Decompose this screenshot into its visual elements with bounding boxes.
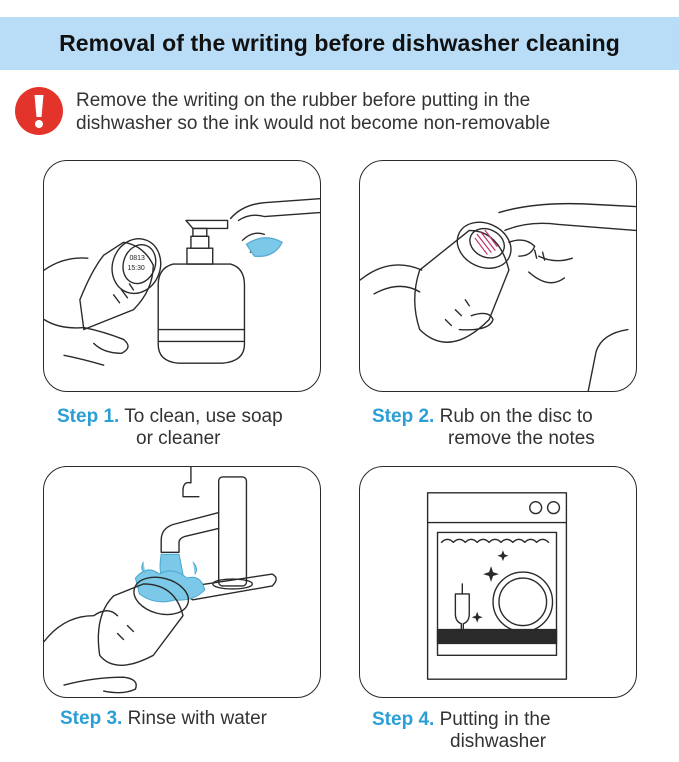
step-2-text-line2: remove the notes xyxy=(448,428,595,449)
plate-icon xyxy=(493,572,552,631)
step-2-text-line1: Rub on the disc to xyxy=(439,406,593,427)
step-4-label: Step 4. xyxy=(372,709,435,730)
glass-icon xyxy=(455,584,469,630)
baby-bottle-icon xyxy=(80,232,168,330)
step-2-caption xyxy=(372,406,595,450)
disc-text-2: 15:30 xyxy=(127,265,145,273)
step-4-illustration xyxy=(359,466,637,698)
step-3-label: Step 3. xyxy=(60,708,123,729)
hand-holding-bottle-icon xyxy=(44,611,136,693)
step-1-text-line2: or cleaner xyxy=(136,428,221,449)
warning-notice xyxy=(14,86,674,142)
step-3-caption xyxy=(60,708,267,730)
baby-bottle-icon xyxy=(415,214,519,343)
step-2-label: Step 2. xyxy=(372,406,435,427)
step-4-text-line2: dishwasher xyxy=(450,731,547,752)
step-3-text-line1: Rinse with water xyxy=(127,708,267,729)
hand-holding-bottle-icon xyxy=(360,265,628,391)
warning-text: Remove the writing on the rubber before putting in the dishwasher so the ink would not become non-removable xyxy=(76,90,551,134)
exclamation-icon xyxy=(14,86,64,136)
soap-drop-icon xyxy=(246,238,282,257)
hand-holding-bottle-icon xyxy=(44,258,128,365)
step-1-label: Step 1. xyxy=(57,406,120,427)
step-3-illustration xyxy=(43,466,321,698)
soap-dispenser-icon xyxy=(158,220,244,363)
hand-rubbing-icon xyxy=(499,204,636,283)
step-4-caption xyxy=(372,709,551,753)
title-bar xyxy=(0,17,679,70)
step-2-illustration xyxy=(359,160,637,392)
page-title: Removal of the writing before dishwasher cleaning xyxy=(59,30,620,56)
step-1-illustration xyxy=(43,160,321,392)
step-4-text-line1: Putting in the xyxy=(439,709,551,730)
step-1-caption xyxy=(57,406,283,450)
sparkle-icon xyxy=(472,550,509,622)
step-1-text-line1: To clean, use soap xyxy=(124,406,283,427)
disc-text-1: 0813 xyxy=(129,255,145,263)
